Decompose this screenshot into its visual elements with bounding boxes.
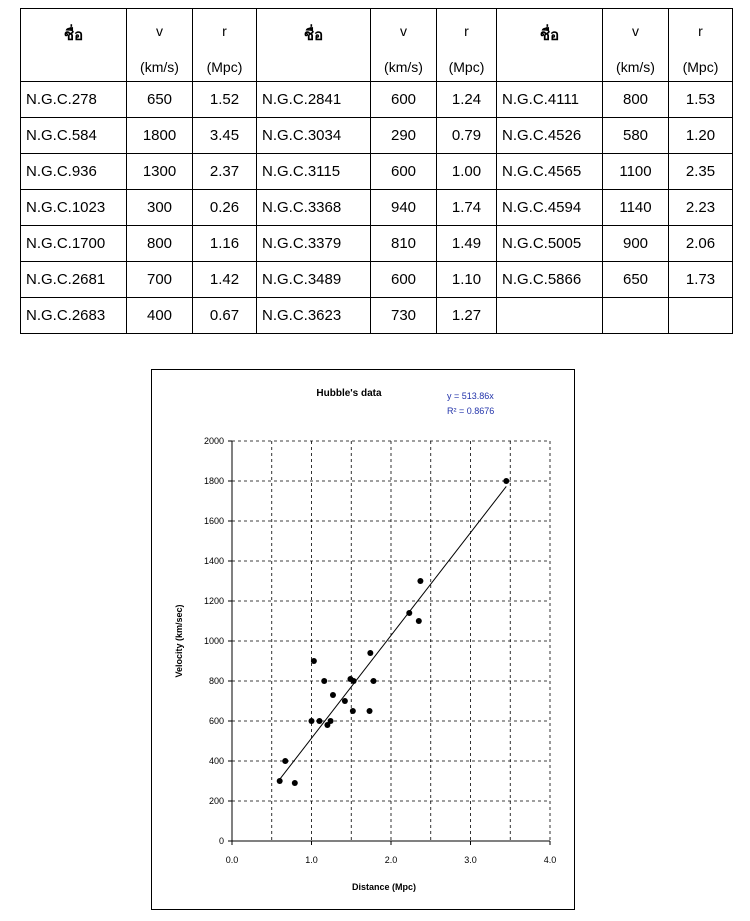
trendline — [280, 486, 507, 779]
data-point — [350, 708, 356, 714]
data-point — [321, 678, 327, 684]
y-tick-label: 1000 — [203, 636, 224, 646]
velocity-cell: 300 — [127, 190, 193, 226]
galaxy-name-cell: N.G.C.3489 — [257, 262, 371, 298]
chart-title: Hubble's data — [316, 388, 382, 399]
galaxy-name-cell: N.G.C.4594 — [497, 190, 603, 226]
galaxy-name-cell: N.G.C.3115 — [257, 154, 371, 190]
distance-cell: 1.42 — [193, 262, 257, 298]
distance-cell: 2.35 — [669, 154, 733, 190]
data-point — [316, 718, 322, 724]
distance-cell: 1.16 — [193, 226, 257, 262]
distance-cell: 1.74 — [437, 190, 497, 226]
data-point — [328, 718, 334, 724]
data-point — [330, 692, 336, 698]
velocity-cell: 800 — [127, 226, 193, 262]
x-tick-label: 1.0 — [305, 855, 318, 865]
distance-cell: 1.73 — [669, 262, 733, 298]
y-tick-label: 800 — [208, 676, 224, 686]
y-tick-label: 1600 — [203, 516, 224, 526]
velocity-cell: 1140 — [603, 190, 669, 226]
chart-points — [277, 478, 510, 786]
velocity-cell: 580 — [603, 118, 669, 154]
header-velocity: v (km/s) — [127, 9, 193, 82]
velocity-cell: 730 — [371, 298, 437, 334]
distance-cell — [669, 298, 733, 334]
velocity-cell: 400 — [127, 298, 193, 334]
y-tick-label: 1800 — [203, 476, 224, 486]
y-tick-label: 200 — [208, 796, 224, 806]
data-point — [367, 650, 373, 656]
data-point — [277, 778, 283, 784]
galaxy-name-cell: N.G.C.278 — [21, 82, 127, 118]
velocity-cell: 1100 — [603, 154, 669, 190]
galaxy-name-cell — [497, 298, 603, 334]
distance-cell: 1.49 — [437, 226, 497, 262]
trendline-r2: R² = 0.8676 — [447, 406, 495, 416]
velocity-cell: 1300 — [127, 154, 193, 190]
galaxy-name-cell: N.G.C.5005 — [497, 226, 603, 262]
distance-cell: 0.67 — [193, 298, 257, 334]
x-tick-label: 2.0 — [384, 855, 398, 865]
distance-cell: 3.45 — [193, 118, 257, 154]
chart-trendline-layer — [280, 486, 507, 779]
header-name: ชื่อ — [21, 9, 127, 82]
galaxy-name-cell: N.G.C.5866 — [497, 262, 603, 298]
y-tick-label: 0 — [218, 836, 224, 846]
distance-cell: 0.79 — [437, 118, 497, 154]
chart-canvas — [152, 370, 574, 909]
table-row — [21, 226, 733, 262]
y-tick-label: 400 — [208, 756, 224, 766]
velocity-cell — [603, 298, 669, 334]
y-tick-label: 2000 — [203, 436, 224, 446]
distance-cell: 1.24 — [437, 82, 497, 118]
x-tick-label: 0.0 — [225, 855, 239, 865]
x-axis-label: Distance (Mpc) — [351, 882, 417, 892]
galaxy-data-table — [20, 8, 733, 334]
galaxy-name-cell: N.G.C.4565 — [497, 154, 603, 190]
x-tick-label: 3.0 — [464, 855, 477, 865]
distance-cell: 2.37 — [193, 154, 257, 190]
hubble-chart — [151, 369, 575, 910]
distance-cell: 1.00 — [437, 154, 497, 190]
table-header-row — [21, 9, 733, 82]
header-name: ชื่อ — [257, 9, 371, 82]
galaxy-name-cell: N.G.C.3379 — [257, 226, 371, 262]
velocity-cell: 600 — [371, 154, 437, 190]
data-point — [416, 618, 422, 624]
distance-cell: 2.06 — [669, 226, 733, 262]
distance-cell: 1.27 — [437, 298, 497, 334]
trendline-equation: y = 513.86x — [447, 391, 494, 401]
velocity-cell: 900 — [603, 226, 669, 262]
table-row — [21, 298, 733, 334]
velocity-cell: 940 — [371, 190, 437, 226]
y-tick-label: 1200 — [203, 596, 224, 606]
data-point — [406, 610, 412, 616]
y-tick-label: 600 — [208, 716, 224, 726]
galaxy-name-cell: N.G.C.584 — [21, 118, 127, 154]
data-point — [351, 678, 357, 684]
table-row — [21, 154, 733, 190]
distance-cell: 2.23 — [669, 190, 733, 226]
galaxy-name-cell: N.G.C.936 — [21, 154, 127, 190]
distance-cell: 1.52 — [193, 82, 257, 118]
table-row — [21, 190, 733, 226]
distance-cell: 1.53 — [669, 82, 733, 118]
data-point — [292, 780, 298, 786]
data-point — [282, 758, 288, 764]
velocity-cell: 600 — [371, 262, 437, 298]
table-row — [21, 82, 733, 118]
distance-cell: 1.20 — [669, 118, 733, 154]
galaxy-name-cell: N.G.C.4526 — [497, 118, 603, 154]
velocity-cell: 1800 — [127, 118, 193, 154]
header-distance: r (Mpc) — [193, 9, 257, 82]
galaxy-name-cell: N.G.C.3623 — [257, 298, 371, 334]
y-axis-label: Velocity (km/sec) — [174, 604, 184, 678]
data-point — [503, 478, 509, 484]
data-point — [367, 708, 373, 714]
galaxy-name-cell: N.G.C.3368 — [257, 190, 371, 226]
header-name: ชื่อ — [497, 9, 603, 82]
velocity-cell: 800 — [603, 82, 669, 118]
velocity-cell: 650 — [603, 262, 669, 298]
distance-cell: 0.26 — [193, 190, 257, 226]
data-point — [311, 658, 317, 664]
velocity-cell: 700 — [127, 262, 193, 298]
velocity-cell: 650 — [127, 82, 193, 118]
galaxy-name-cell: N.G.C.1023 — [21, 190, 127, 226]
data-point — [371, 678, 377, 684]
velocity-cell: 600 — [371, 82, 437, 118]
data-point — [342, 698, 348, 704]
y-tick-label: 1400 — [203, 556, 224, 566]
header-velocity: v (km/s) — [371, 9, 437, 82]
data-point — [417, 578, 423, 584]
galaxy-name-cell: N.G.C.4111 — [497, 82, 603, 118]
header-distance: r (Mpc) — [437, 9, 497, 82]
header-distance: r (Mpc) — [669, 9, 733, 82]
velocity-cell: 810 — [371, 226, 437, 262]
galaxy-name-cell: N.G.C.2841 — [257, 82, 371, 118]
galaxy-name-cell: N.G.C.2683 — [21, 298, 127, 334]
table-row — [21, 262, 733, 298]
data-point — [309, 718, 315, 724]
galaxy-name-cell: N.G.C.1700 — [21, 226, 127, 262]
galaxy-name-cell: N.G.C.2681 — [21, 262, 127, 298]
galaxy-name-cell: N.G.C.3034 — [257, 118, 371, 154]
table-row — [21, 118, 733, 154]
header-velocity: v (km/s) — [603, 9, 669, 82]
x-tick-label: 4.0 — [543, 855, 557, 865]
velocity-cell: 290 — [371, 118, 437, 154]
distance-cell: 1.10 — [437, 262, 497, 298]
